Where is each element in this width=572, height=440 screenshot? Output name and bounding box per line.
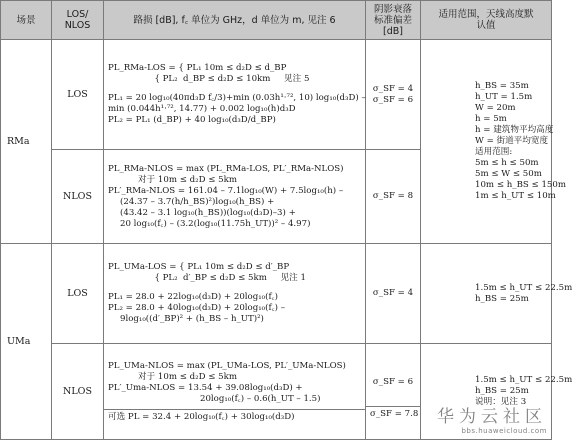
formula-line: PL_UMa-LOS = { PL₁ 10m ≤ d₂D ≤ d′_BP (108, 262, 290, 272)
formula-line: PL₂ = 28.0 + 40log₁₀(d₃D) + 20log₁₀(f꜀) – (108, 303, 285, 313)
rma-nlos-shadow-fading: σ_SF = 8 (366, 150, 421, 244)
formula-line: min (0.044h¹·⁷², 14.77) + 0.002 log₁₀(h)d₃D (108, 104, 296, 114)
rma-los-path-loss (104, 40, 366, 150)
rma-parameters (421, 40, 566, 244)
param-line: 1.5m ≤ h_UT ≤ 22.5m (475, 375, 572, 385)
formula-line: (24.37 – 3.7(h/h_BS)²)log₁₀(h_BS) + (120, 196, 275, 207)
scenario-uma: UMa (1, 244, 52, 440)
formula-line: 对于 10m ≤ d₂D ≤ 5km (138, 174, 237, 185)
optional-sf: σ_SF = 7.8 (370, 408, 419, 419)
formula-line: PL₁ = 20 log₁₀(40πd₃D f꜀/3)+min (0.03h¹·⁷², 10) log₁₀(d₃D) – (108, 93, 366, 103)
param-line: h = 5m (475, 114, 507, 124)
formula-line: 对于 10m ≤ d₂D ≤ 5km (138, 372, 237, 382)
param-line: 1m ≤ h_UT ≤ 10m (475, 191, 556, 201)
formula-line: PL_RMa-LOS = { PL₁ 10m ≤ d₂D ≤ d_BP (108, 63, 287, 73)
uma-los-parameters (421, 244, 572, 344)
uma-nlos-label: NLOS (52, 344, 104, 440)
formula-line: (43.42 – 3.1 log₁₀(h_BS))(log₁₀(d₃D)–3) + (120, 207, 296, 218)
param-line: 5m ≤ W ≤ 50m (475, 169, 542, 179)
rma-nlos-label: NLOS (52, 150, 104, 244)
formula-line: { PL₂ d′_BP ≤ d₂D ≤ 5km 见注 1 (108, 273, 306, 283)
uma-nlos-sf-main: σ_SF = 6 (372, 376, 414, 387)
header-shadow-fading: 阴影衰落 标准偏差 [dB] (366, 1, 421, 40)
formula-line: 20log₁₀(f꜀) – 0.6(h_UT – 1.5) (200, 394, 321, 404)
header-scenario: 场景 (1, 1, 52, 40)
sf-value: σ_SF = 6 (372, 94, 414, 105)
uma-los-shadow-fading: σ_SF = 4 (366, 244, 421, 344)
uma-nlos-path-loss (104, 344, 366, 440)
sf-value: σ_SF = 4 (372, 83, 414, 94)
formula-line: PL_UMa-NLOS = max (PL_UMa-LOS, PL′_UMa-NLOS) (108, 361, 346, 371)
param-line: 10m ≤ h_BS ≤ 150m (475, 180, 566, 190)
optional-divider (104, 409, 365, 410)
watermark-logo (437, 402, 547, 435)
formula-line: PL₁ = 28.0 + 22log₁₀(d₃D) + 20log₁₀(f꜀) (108, 292, 278, 302)
formula-line: 20 log₁₀(f꜀) – (3.2(log₁₀(11.75h_UT))² – 4.97) (120, 218, 311, 229)
param-line: 适用范围: (475, 147, 513, 157)
formula-line: { PL₂ d_BP ≤ d₂D ≤ 10km 见注 5 (108, 74, 310, 84)
param-line: h_BS = 35m (475, 81, 529, 91)
watermark-sub-text: bbs.huaweicloud.com (461, 427, 547, 435)
rma-los-shadow-fading (366, 40, 421, 150)
formula-line: PL′_Uma-NLOS = 13.54 + 39.08log₁₀(d₃D) + (108, 383, 303, 393)
table-row (1, 244, 552, 344)
param-line: h = 建筑物平均高度 (475, 125, 554, 135)
formula-line: PL_RMa-NLOS = max (PL_RMa-LOS, PL′_RMa-NLOS) (108, 163, 344, 174)
uma-los-label: LOS (52, 244, 104, 344)
rma-los-label: LOS (52, 40, 104, 150)
optional-divider (366, 406, 420, 407)
scenario-rma: RMa (1, 40, 52, 244)
formula-line: 9log₁₀((d′_BP)² + (h_BS – h_UT)²) (120, 314, 264, 324)
param-line: W = 街道平均宽度 (475, 136, 549, 146)
table-header-row (1, 1, 552, 40)
param-line: W = 20m (475, 103, 516, 113)
optional-formula: 可选 PL = 32.4 + 20log₁₀(f꜀) + 30log₁₀(d₃D) (108, 412, 295, 422)
table-row (1, 40, 552, 150)
param-line: h_BS = 25m (475, 386, 529, 396)
header-path-loss: 路损 [dB], f꜀ 单位为 GHz，d 单位为 m, 见注 6 (104, 1, 366, 40)
param-line: 1.5m ≤ h_UT ≤ 22.5m (475, 282, 572, 293)
uma-los-path-loss (104, 244, 366, 344)
header-los-nlos: LOS/ NLOS (52, 1, 104, 40)
param-line: 说明：见注 3 (475, 397, 527, 407)
formula-line: PL′_RMa-NLOS = 161.04 – 7.1log₁₀(W) + 7.5log₁₀(h) – (108, 185, 344, 196)
formula-line: PL₂ = PL₁ (d_BP) + 40 log₁₀(d₃D/d_BP) (108, 115, 276, 125)
watermark-main-text: 华为云社区 (437, 407, 547, 427)
uma-nlos-shadow-fading (366, 344, 421, 440)
header-applicability: 适用范围，天线高度默 认值 (421, 1, 552, 40)
param-line: h_BS = 25m (475, 293, 529, 304)
param-line: 5m ≤ h ≤ 50m (475, 158, 539, 168)
rma-nlos-path-loss (104, 150, 366, 244)
param-line: h_UT = 1.5m (475, 92, 533, 102)
